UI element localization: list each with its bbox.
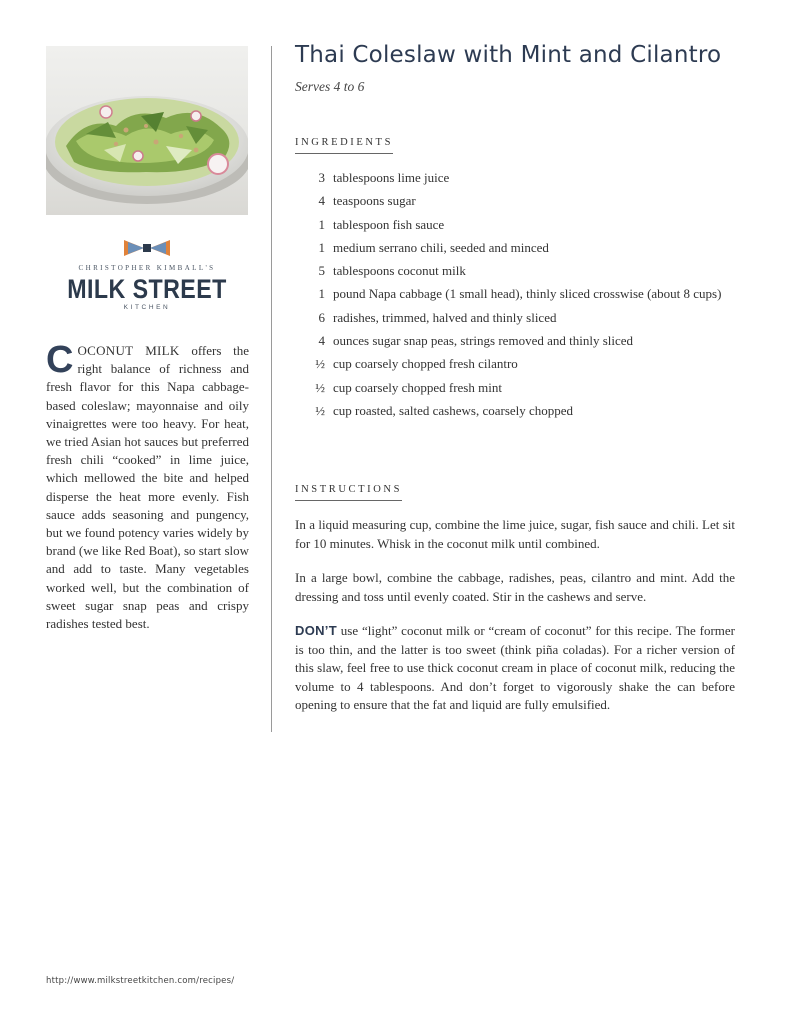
ingredient-qty: 1	[318, 286, 325, 302]
recipe-photo	[46, 46, 248, 215]
page-title: Thai Coleslaw with Mint and Cilantro	[295, 42, 722, 68]
ingredient-text: tablespoon fish sauce	[333, 216, 445, 232]
ingredient-text: ounces sugar snap peas, strings removed and thinly sliced	[333, 333, 634, 349]
ingredient-qty: 3	[318, 170, 325, 185]
list-item	[295, 310, 735, 327]
footer-url[interactable]: http://www.milkstreetkitchen.com/recipes/	[46, 976, 235, 986]
ingredient-text: tablespoons lime juice	[333, 170, 450, 185]
list-item	[295, 263, 735, 280]
list-item	[295, 286, 735, 303]
list-item	[295, 217, 735, 234]
list-item	[295, 240, 735, 257]
ingredient-text: pound Napa cabbage (1 small head), thinly sliced crosswise (about 8 cups)	[333, 286, 722, 302]
intro-text: offers the right balance of richness and fresh flavor for this Napa cabbage-based coleslaw; mayonnaise and oily vinaigrettes were too heavy. For heat, we tried Asian hot sauces but preferred fresh chili “cooked” in lime juice, which mellowed the bite and helped disperse the heat more evenly. Fish sauce adds seasoning and pungency, but we found potency varies widely by brand (we like Red Boat), so start slow and add to taste. Many vegetables worked well, but the combination of sweet sugar snap peas and crispy radishes tested best.	[46, 343, 249, 632]
column-divider	[271, 46, 272, 732]
intro-lead: OCONUT MILK	[77, 343, 180, 358]
ingredient-qty: 5	[318, 263, 325, 279]
ingredient-qty: 4	[318, 333, 325, 349]
instruction-step: In a large bowl, combine the cabbage, radishes, peas, cilantro and mint. Add the dressing and toss until evenly coated. Stir in the cashews and serve.	[295, 570, 735, 604]
coleslaw-bowl-photo	[46, 46, 248, 215]
ingredient-qty: ½	[315, 379, 325, 395]
dont-tip	[295, 622, 735, 715]
ingredient-text: tablespoons coconut milk	[333, 263, 466, 279]
ingredient-text: medium serrano chili, seeded and minced	[333, 239, 549, 255]
list-item	[295, 193, 735, 210]
list-item	[295, 356, 735, 373]
list-item	[295, 380, 735, 397]
ingredient-text: teaspoons sugar	[333, 193, 416, 209]
intro-paragraph	[46, 339, 249, 633]
logo-top-line: CHRISTOPHER KIMBALL'S	[78, 264, 216, 272]
logo-bottom-line: KITCHEN	[123, 304, 171, 311]
ingredient-text: radishes, trimmed, halved and thinly sliced	[333, 309, 557, 325]
serves-text: Serves 4 to 6	[295, 79, 365, 94]
list-item	[295, 333, 735, 350]
bowtie-emblem-icon	[122, 238, 172, 258]
ingredient-text: cup coarsely chopped fresh cilantro	[333, 356, 518, 372]
ingredient-text: cup roasted, salted cashews, coarsely chopped	[333, 402, 574, 418]
milk-street-logo	[46, 238, 248, 312]
ingredient-qty: ½	[315, 402, 325, 418]
logo-main-line: MILK STREET	[67, 274, 227, 304]
ingredient-qty: ½	[315, 356, 325, 372]
list-item	[295, 403, 735, 420]
instruction-step: In a liquid measuring cup, combine the lime juice, sugar, fish sauce and chili. Let sit for 10 minutes. Whisk in the coconut milk until combined.	[295, 517, 735, 551]
ingredient-qty: 6	[318, 309, 325, 325]
dont-text: use “light” coconut milk or “cream of coconut” for this recipe. The former is too thin, and the latter is too sweet (think piña coladas). For a richer version of this slaw, feel free to use thick coconut cream in place of coconut milk, reducing the volume to 4 tablespoons. And don’t forget to vigorously shake the can before opening to ensure that the fat and liquid are fully emulsified.	[295, 623, 735, 712]
ingredient-text: cup coarsely chopped fresh mint	[333, 379, 502, 395]
ingredients-list	[295, 170, 735, 426]
instructions-heading: INSTRUCTIONS	[295, 484, 402, 501]
ingredients-heading: INGREDIENTS	[295, 137, 393, 154]
ingredient-qty: 1	[318, 239, 325, 255]
instructions-body	[295, 516, 735, 731]
ingredient-qty: 1	[318, 216, 325, 232]
list-item	[295, 170, 735, 187]
ingredient-qty: 4	[318, 193, 325, 209]
dont-label: DON’T	[295, 623, 337, 638]
drop-cap: C	[46, 339, 74, 381]
